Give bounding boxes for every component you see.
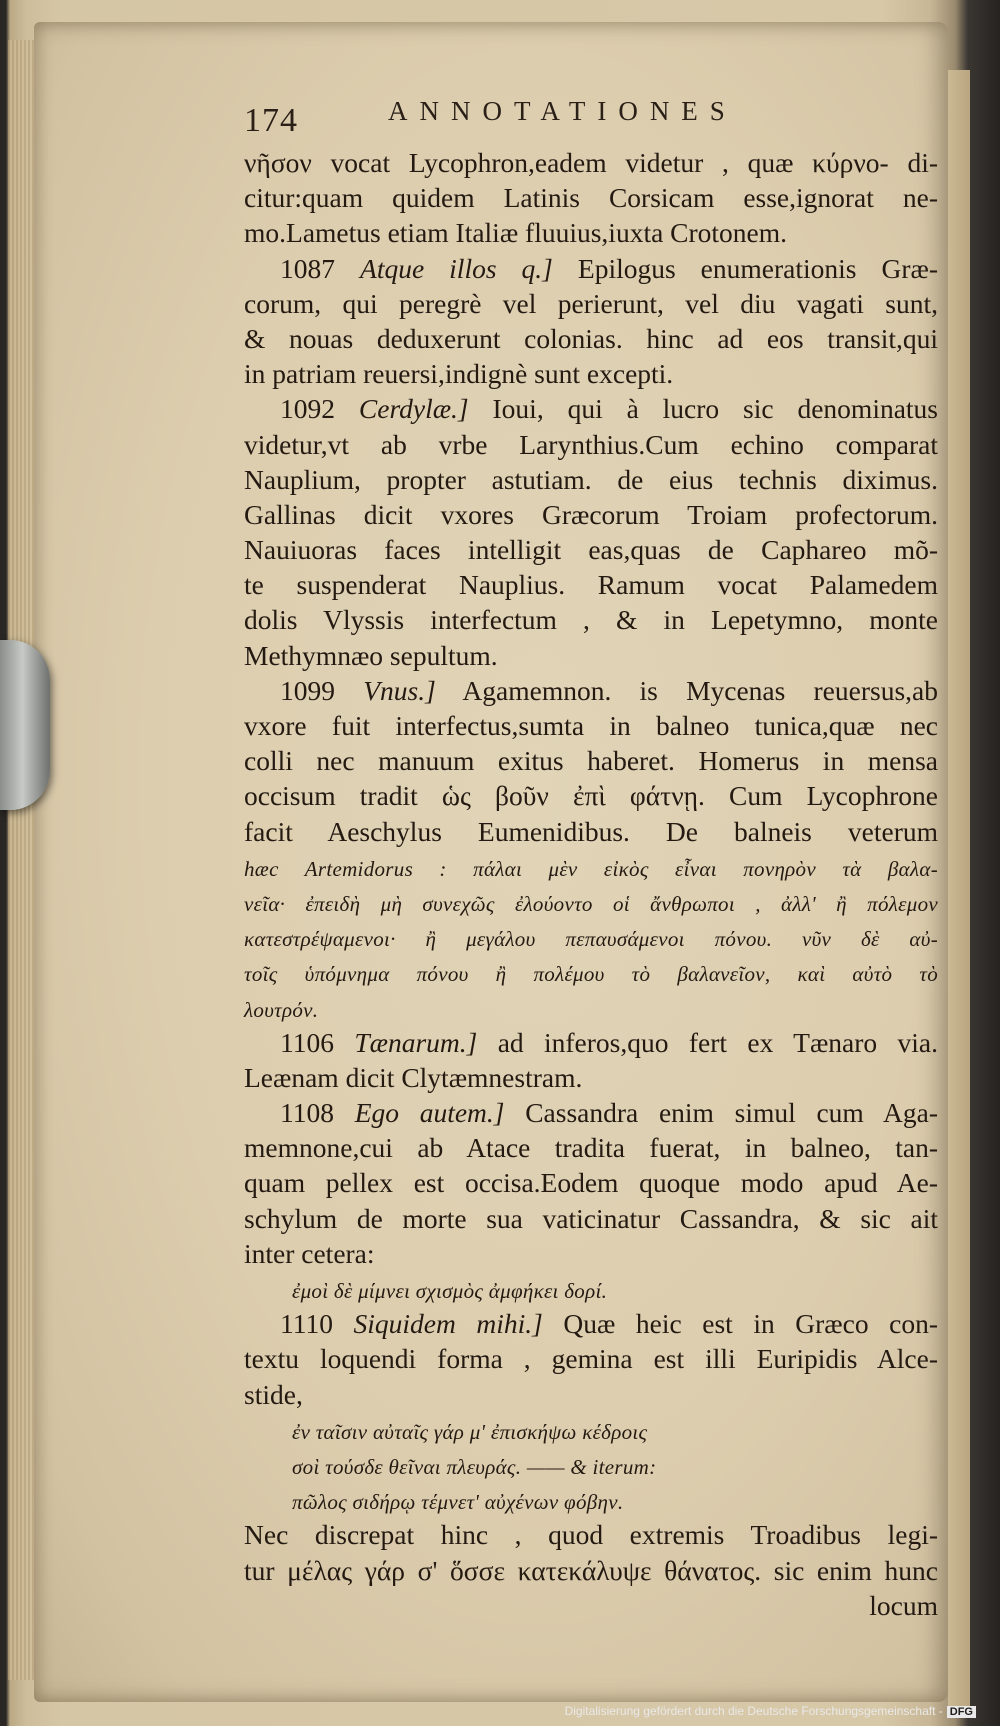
- line-text: facit Aeschylus Eumenidibus. De balneis veterum: [244, 815, 938, 847]
- line-text: Epilogus enumerationis Græ-: [552, 252, 938, 284]
- verse-number: 1087: [280, 252, 361, 284]
- line-text: νεῖα· ἐπειδὴ μὴ συνεχῶς ἐλούοντο οἱ ἄνθρωποι , ἀλλ' ἢ πόλεμον: [244, 891, 938, 916]
- lemma: Tænarum.]: [354, 1026, 478, 1058]
- text-line: [244, 1588, 938, 1623]
- text-line: [244, 884, 938, 919]
- text-line: [244, 497, 938, 532]
- text-line: [244, 1165, 938, 1200]
- text-line: [244, 1377, 938, 1412]
- text-line: [244, 954, 938, 989]
- line-text: κατεστρέψαμενοι· ἢ μεγάλου πεπαυσάμενοι πόνου. νῦν δὲ αὐ-: [244, 927, 938, 952]
- page-body-text: [244, 145, 938, 1623]
- text-line: [244, 391, 938, 426]
- line-text: Agamemnon. is Mycenas reuersus,ab: [435, 674, 938, 706]
- lemma: Atque illos q.]: [360, 252, 553, 284]
- text-line: [244, 1095, 938, 1130]
- line-text: Cassandra enim simul cum Aga-: [504, 1097, 938, 1129]
- verse-number: 1110: [280, 1308, 354, 1340]
- digitization-credit: [565, 1704, 976, 1718]
- line-text: Quæ heic est in Græco con-: [542, 1308, 938, 1340]
- text-line: [244, 602, 938, 637]
- text-line: [244, 778, 938, 813]
- text-line: [244, 673, 938, 708]
- line-text: memnone,cui ab Atace tradita fuerat, in balneo, tan-: [244, 1132, 938, 1164]
- text-line: [244, 1341, 938, 1376]
- text-line: [244, 1553, 938, 1588]
- line-text: τοῖς ὑπόμνημα πόνου ἢ πολέμου τὸ βαλανεῖον, καὶ αὐτὸ τὸ: [244, 962, 938, 987]
- line-text: dolis Vlyssis interfectum , & in Lepetymno, monte: [244, 604, 938, 636]
- line-text: occisum tradit ὡς βοῦν ἐπὶ φάτνῃ. Cum Lycophrone: [244, 780, 938, 812]
- text-line: [244, 1271, 938, 1306]
- text-line: [244, 708, 938, 743]
- line-text: inter cetera:: [244, 1237, 375, 1269]
- line-text: Gallinas dicit vxores Græcorum Troiam profectorum.: [244, 498, 938, 530]
- text-line: [244, 1060, 938, 1095]
- line-text: νῆσον vocat Lycophron,eadem videtur , quæ κύρνο- di-: [244, 147, 938, 178]
- page-number: 174: [244, 102, 298, 139]
- text-line: [244, 427, 938, 462]
- line-text: stide,: [244, 1378, 303, 1410]
- line-text: locum: [869, 1589, 938, 1621]
- line-text: tur μέλας γάρ σ' ὅσσε κατεκάλυψε θάνατος. sic enim hunc: [244, 1554, 938, 1586]
- line-text: te suspenderat Nauplius. Ramum vocat Palamedem: [244, 569, 938, 601]
- verse-number: 1092: [280, 393, 359, 425]
- line-text: Ioui, qui à lucro sic denominatus: [468, 393, 938, 425]
- text-line: [244, 251, 938, 286]
- text-line: [244, 321, 938, 356]
- line-text: colli nec manuum exitus haberet. Homerus in mensa: [244, 745, 938, 777]
- line-text: in patriam reuersi,indignè sunt excepti.: [244, 358, 674, 390]
- line-text: Nauplium, propter astutiam. de eius technis diximus.: [244, 463, 938, 495]
- text-line: [244, 849, 938, 884]
- text-line: [244, 1025, 938, 1060]
- line-text: corum, qui peregrè vel perierunt, vel diu vagati sunt,: [244, 287, 938, 319]
- text-line: [244, 145, 938, 180]
- line-text: λουτρόν.: [244, 997, 319, 1022]
- facing-page-edge: [948, 70, 970, 1710]
- line-text: πῶλος σιδήρῳ τέμνετ' αὐχένων φόβην.: [292, 1490, 624, 1515]
- text-line: [244, 356, 938, 391]
- line-text: σοὶ τούσδε θεῖναι πλευράς. —— & iterum:: [292, 1454, 657, 1479]
- line-text: quam pellex est occisa.Eodem quoque modo apud Ae-: [244, 1167, 938, 1199]
- book-clasp: [0, 640, 50, 810]
- verse-number: 1106: [280, 1026, 355, 1058]
- verse-number: 1108: [280, 1097, 355, 1129]
- line-text: hæc Artemidorus : πάλαι μὲν εἰκὸς εἶναι πονηρὸν τὰ βαλα-: [244, 856, 938, 881]
- text-line: [244, 814, 938, 849]
- dfg-logo: DFG: [947, 1706, 976, 1718]
- verse-number: 1099: [280, 674, 364, 706]
- line-text: citur:quam quidem Latinis Corsicam esse,ignorat ne-: [244, 182, 938, 214]
- line-text: Nec discrepat hinc , quod extremis Troadibus legi-: [244, 1519, 938, 1551]
- line-text: ἐν ταῖσιν αὐταῖς γάρ μ' ἐπισκήψω κέδροις: [292, 1419, 648, 1444]
- credit-text: Digitalisierung gefördert durch die Deutsche Forschungsgemeinschaft -: [564, 1704, 943, 1718]
- text-line: [244, 1517, 938, 1552]
- running-head: ANNOTATIONES: [388, 96, 737, 126]
- text-line: [244, 919, 938, 954]
- lemma: Ego autem.]: [354, 1097, 505, 1129]
- lemma: Cerdylæ.]: [358, 393, 469, 425]
- line-text: schylum de morte sua vaticinatur Cassandra, & sic ait: [244, 1202, 938, 1234]
- text-line: [244, 1201, 938, 1236]
- text-line: [244, 743, 938, 778]
- line-text: videtur,vt ab vrbe Larynthius.Cum echino comparat: [244, 428, 938, 460]
- text-line: [244, 567, 938, 602]
- text-line: [244, 1130, 938, 1165]
- text-line: [244, 1482, 938, 1517]
- lemma: Siquidem mihi.]: [353, 1308, 543, 1340]
- line-text: textu loquendi forma , gemina est illi Euripidis Alce-: [244, 1343, 938, 1375]
- text-line: [244, 215, 938, 250]
- text-line: [244, 462, 938, 497]
- text-line: [244, 1236, 938, 1271]
- text-line: [244, 1306, 938, 1341]
- line-text: vxore fuit interfectus,sumta in balneo tunica,quæ nec: [244, 710, 938, 741]
- text-line: [244, 638, 938, 673]
- line-text: ἐμοὶ δὲ μίμνει σχισμὸς ἀμφήκει δορί.: [292, 1279, 608, 1303]
- line-text: Nauiuoras faces intelligit eas,quas de Caphareo mõ-: [244, 534, 938, 566]
- text-line: [244, 286, 938, 321]
- line-text: & nouas deduxerunt colonias. hinc ad eos transit,qui: [244, 322, 938, 354]
- line-text: mo.Lametus etiam Italiæ fluuius,iuxta Crotonem.: [244, 217, 788, 249]
- text-line: [244, 990, 938, 1025]
- lemma: Vnus.]: [363, 674, 436, 706]
- line-text: Leænam dicit Clytæmnestram.: [244, 1061, 583, 1093]
- text-line: [244, 532, 938, 567]
- text-line: [244, 1412, 938, 1447]
- line-text: Methymnæo sepultum.: [244, 639, 498, 671]
- line-text: ad inferos,quo fert ex Tænaro via.: [477, 1026, 938, 1058]
- text-line: [244, 180, 938, 215]
- text-line: [244, 1447, 938, 1482]
